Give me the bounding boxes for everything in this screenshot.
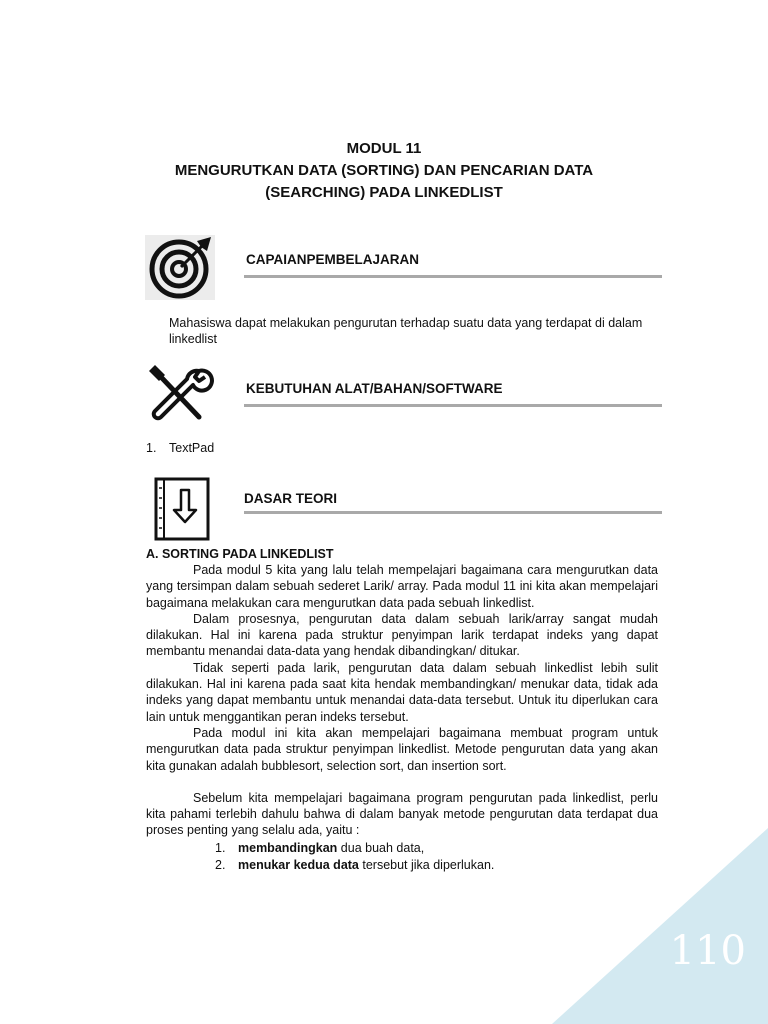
capaian-text: Mahasiswa dapat melakukan pengurutan terhadap suatu data yang terdapat di dalam linkedlist [169, 316, 643, 347]
paragraph: Tidak seperti pada larik, pengurutan data dalam sebuah linkedlist lebih sulit dilakukan. Hal ini karena pada saat kita hendak membandingkan/ menukar data, tidak ada indeks yang dapat membantu untuk menandai data-data tersebut. Untuk itu diperlukan cara lain untuk menggantikan peran indeks tersebut. [146, 660, 658, 724]
page-number: 110 [669, 928, 746, 974]
list-item-bold: membandingkan [238, 841, 338, 855]
kebutuhan-rule [244, 404, 662, 407]
dasar-rule [244, 511, 662, 514]
paragraph: Sebelum kita mempelajari bagaimana program pengurutan pada linkedlist, perlu kita pahami terlebih dahulu bahwa di dalam banyak metode pengurutan data terdapat dua proses penting yang selalu ada, yaitu : [146, 790, 658, 838]
title-line-3: (SEARCHING) PADA LINKEDLIST [265, 184, 503, 201]
dasar-heading: DASAR TEORI [244, 491, 338, 506]
capaian-rule [244, 275, 662, 278]
target-icon [145, 235, 215, 300]
list-item-rest: dua buah data, [337, 841, 425, 855]
list-item-label: TextPad [169, 441, 215, 455]
title-line-2: MENGURUTKAN DATA (SORTING) DAN PENCARIAN DATA [174, 162, 594, 179]
list-item [215, 857, 494, 873]
paragraph: Pada modul 5 kita yang lalu telah mempelajari bagaimana cara mengurutkan data yang tersimpan dalam sebuah sederet Larik/ array. Pada modul 11 ini kita akan mempelajari bagaimana melakukan cara mengurutkan data pada sebuah linkedlist. [146, 563, 658, 610]
list-item-bold: menukar kedua data [238, 858, 359, 872]
list-item [215, 840, 424, 856]
list-item-number: 2. [215, 858, 226, 872]
module-title [0, 138, 768, 204]
dasar-body [146, 562, 658, 839]
paragraph: Pada modul ini kita akan mempelajari bagaimana membuat program untuk mengurutkan data pada struktur penyimpan linkedlist. Metode pengurutan data yang akan kita gunakan adalah bubblesort, selection sort, dan insertion sort. [146, 725, 658, 773]
list-item [146, 440, 214, 456]
corner-decoration [552, 828, 768, 1024]
paragraph: Dalam prosesnya, pengurutan data dalam sebuah larik/array sangat mudah dilakukan. Hal ini karena pada struktur penyimpan larik terdapat indeks yang dapat membantu menandai data-data yang hendak dibandingkan/ ditukar. [146, 611, 658, 659]
title-line-1: MODUL 11 [346, 140, 422, 157]
book-download-icon [153, 476, 213, 542]
kebutuhan-heading: KEBUTUHAN ALAT/BAHAN/SOFTWARE [246, 381, 503, 396]
list-item-rest: tersebut jika diperlukan. [358, 858, 495, 872]
tools-icon [147, 365, 215, 427]
list-item-number: 1. [215, 841, 226, 855]
list-item-number: 1. [146, 441, 157, 455]
sorting-subheading: A. SORTING PADA LINKEDLIST [146, 547, 334, 561]
capaian-heading: CAPAIANPEMBELAJARAN [246, 252, 420, 267]
